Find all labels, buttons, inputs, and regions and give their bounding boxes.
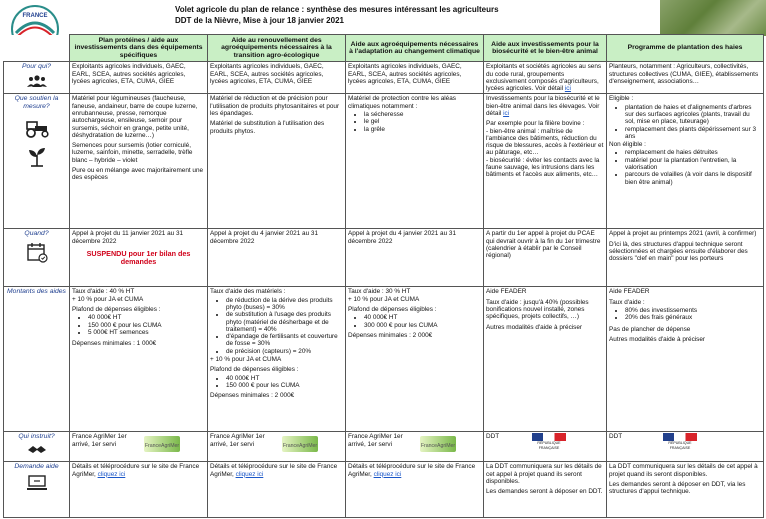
cell-instruit-5: DDT RÉPUBLIQUE FRANÇAISE bbox=[607, 432, 764, 462]
col-header-proteines: Plan protéines / aide aux investissements dans des équipements spécifiques bbox=[70, 35, 208, 62]
list-item: • 5 000€ HT semences bbox=[88, 329, 205, 336]
detail-link[interactable]: ici bbox=[564, 85, 571, 93]
list-item: • d'épandage de fertilisants et couverture de fosse = 30% bbox=[226, 333, 343, 348]
cell-pourqui-4: Exploitants et sociétés agricoles au sens du code rural, groupements exclusivement composés d'agriculteurs, lycées agricoles. Voir détail ici bbox=[484, 62, 607, 94]
cell-montants-1: Taux d'aide : 40 % HT + 10 % pour JA et CUMA Plafond de dépenses éligibles : • 40 000€ HT • 150 000 € pour les CUMA • 5 000€ HT semences Dépenses minimales : 1 000€ bbox=[70, 287, 208, 432]
col-header-haies: Programme de plantation des haies bbox=[607, 35, 764, 62]
cell-montants-4: Aide FEADER Taux d'aide : jusqu'à 40% (possibles bonifications nouvel installé, zones spécifiques, projets collectifs, …) Autres modalités d'aide à préciser bbox=[484, 287, 607, 432]
cell-quand-1: Appel à projet du 11 janvier 2021 au 31 décembre 2022 SUSPENDU pour 1er bilan des demandes bbox=[70, 229, 208, 287]
cell-soutien-5: Eligible : • plantation de haies et d'alignements d'arbres sur des surfaces agricoles (plants, travail du sol, mise en place, tuteurage) • remplacement des plants dépérissement sur 3 ans Non éligible : • remplacement de haies détruites • matériel pour la plantation l'entretien, la valorisation • parcours de volailles (à voir dans le dispositif bien être animal) bbox=[607, 94, 764, 229]
cell-pourqui-1: Exploitants agricoles individuels, GAEC, EARL, SCEA, autres sociétés agricoles, lycées agricoles, ETA, CUMA, GIEE bbox=[70, 62, 208, 94]
list-item: • la sécheresse bbox=[364, 111, 481, 118]
row-label-quand: Quand? bbox=[4, 229, 70, 287]
list-item: • 80% des investissements bbox=[625, 307, 761, 314]
cliquez-ici-link[interactable]: cliquez ici bbox=[97, 470, 126, 478]
list-item: • plantation de haies et d'alignements d'arbres sur des surfaces agricoles (plants, travail du sol, mise en place, tuteurage) bbox=[625, 104, 761, 126]
cell-demande-4: La DDT communiquera sur les détails de cet appel à projet quand ils seront disponibles. Les demandes seront à déposer en DDT. bbox=[484, 462, 607, 518]
page-header bbox=[175, 4, 735, 26]
cell-pourqui-5: Planteurs, notamment : Agriculteurs, collectivités, structures collectives (CUMA, GIEE), établissements d'enseignement, associations… bbox=[607, 62, 764, 94]
cell-demande-2: Détails et téléprocédure sur le site de France AgriMer, cliquez ici bbox=[208, 462, 346, 518]
cell-quand-3: Appel à projet du 4 janvier 2021 au 31 décembre 2022 bbox=[346, 229, 484, 287]
row-label-instruit: Qui instruit? bbox=[4, 432, 70, 462]
list-item: • 150 000 € pour les CUMA bbox=[88, 322, 205, 329]
list-item: • matériel pour la plantation l'entretien, la valorisation bbox=[625, 157, 761, 172]
page-subtitle: DDT de la Nièvre, Mise à jour 18 janvier 2021 bbox=[175, 16, 344, 25]
cell-soutien-2: Matériel de réduction et de précision pour l'utilisation de produits phytosanitaires et pour les épandages. Matériel de substitution à l'utilisation des produits phytos. bbox=[208, 94, 346, 229]
corner-cell bbox=[4, 35, 70, 62]
list-item: • de précision (capteurs) = 20% bbox=[226, 348, 343, 355]
list-item: • de réduction de la dérive des produits phyto (buses) = 30% bbox=[226, 297, 343, 312]
suspendu-notice: SUSPENDU pour 1er bilan des demandes bbox=[86, 249, 191, 266]
cell-instruit-1: France AgriMer 1er arrivé, 1er servi FranceAgriMer bbox=[70, 432, 208, 462]
list-item: • 40 000€ HT bbox=[364, 314, 481, 321]
list-item: • 300 000 € pour les CUMA bbox=[364, 322, 481, 329]
measures-table bbox=[3, 34, 764, 518]
cell-quand-4: A partir du 1er appel à projet du PCAE qui devrait ouvrir à la fin du 1er trimestre (calendrier à établir par le Conseil régional) bbox=[484, 229, 607, 287]
cell-quand-5: Appel à projet au printemps 2021 (avril, à confirmer) D'ici là, des structures d'appui technique seront sélectionnées et chargées ensuite d'élaborer des dossiers "clef en main" pour les porteurs bbox=[607, 229, 764, 287]
sprout-icon bbox=[26, 146, 48, 168]
list-item: • de substitution à l'usage des produits phyto (matériel de désherbage et de traitement) = 40% bbox=[226, 311, 343, 333]
franceagrimer-logo: FranceAgriMer bbox=[282, 436, 318, 452]
cell-montants-2: Taux d'aide des matériels : • de réduction de la dérive des produits phyto (buses) = 30% • de substitution à l'usage des produits phyto (matériel de désherbage et de traitement) = 40% • d'épandage de fertilisants et couverture de fosse = 30% • de précision (capteurs) = 20% + 10 % pour JA et CUMA Plafond de dépenses éligibles : • 40 000€ HT • 150 000 € pour les CUMA Dépenses minimales : 2 000€ bbox=[208, 287, 346, 432]
list-item: • 150 000 € pour les CUMA bbox=[226, 382, 343, 389]
cell-instruit-2: France AgriMer 1er arrivé, 1er servi FranceAgriMer bbox=[208, 432, 346, 462]
col-header-agroequip: Aide au renouvellement des agroéquipements nécessaires à la transition agro-écologique bbox=[208, 35, 346, 62]
cell-demande-5: La DDT communiquera sur les détails de cet appel à projet quand ils seront disponibles. Les demandes seront à déposer en DDT, via les structures d'appui technique. bbox=[607, 462, 764, 518]
cliquez-ici-link[interactable]: cliquez ici bbox=[235, 470, 264, 478]
row-label-pour-qui: Pour qui? bbox=[4, 62, 70, 94]
republique-logo: RÉPUBLIQUE FRANÇAISE bbox=[663, 433, 697, 457]
page-title: Volet agricole du plan de relance : synthèse des mesures intéressant les agriculteurs bbox=[175, 5, 499, 14]
people-icon bbox=[27, 74, 47, 88]
row-label-soutien: Que soutien la mesure? bbox=[4, 94, 70, 229]
row-label-montants: Montants des aides bbox=[4, 287, 70, 432]
detail-link[interactable]: ici bbox=[503, 110, 510, 117]
list-item: • le gel bbox=[364, 118, 481, 125]
cliquez-ici-link[interactable]: cliquez ici bbox=[373, 470, 402, 478]
cell-instruit-3: France AgriMer 1er arrivé, 1er servi FranceAgriMer bbox=[346, 432, 484, 462]
cell-montants-3: Taux d'aide : 30 % HT + 10 % pour JA et CUMA Plafond de dépenses éligibles : • 40 000€ HT • 300 000 € pour les CUMA Dépenses minimales : 2 000€ bbox=[346, 287, 484, 432]
cell-soutien-3: Matériel de protection contre les aléas climatiques notamment : • la sécheresse • le gel • la grêle bbox=[346, 94, 484, 229]
cell-soutien-1: Matériel pour légumineuses (faucheuse, faneuse, andaineur, barre de coupe luzerne, enrubanneuse, presse, remorque autochargeuse, ensileuse, semoir pour sursemis, séchoir en grange, petite unité, déshydratation de luzerne…) Semences pour sursemis (lotier corniculé, luzerne, sainfoin, minette, serradelle, trèfle blanc – hybride – violet Pure ou en mélange avec majoritairement une des espèces bbox=[70, 94, 208, 229]
tractor-icon bbox=[23, 118, 51, 138]
col-header-biosecurite: Aide aux investissements pour la biosécurité et le bien-être animal bbox=[484, 35, 607, 62]
calendar-icon bbox=[26, 241, 48, 263]
cell-pourqui-2: Exploitants agricoles individuels, GAEC, EARL, SCEA, autres sociétés agricoles, lycées agricoles, ETA, CUMA, GIEE bbox=[208, 62, 346, 94]
row-label-demande: Demande aide bbox=[4, 462, 70, 518]
list-item: • remplacement de haies détruites bbox=[625, 149, 761, 156]
cell-soutien-4: Investissements pour la biosécurité et le bien-être animal dans les élevages. Voir détail ici Par exemple pour la filière bovine : - bien-être animal : maîtrise de l'ambiance des bâtiments, réduction du risque de blessures, accès à l'extérieur et au pâturage, etc… - biosécurité : éviter les contacts avec la faune sauvage, les intrusions dans les bâtiments et l'accès aux aliments, etc… bbox=[484, 94, 607, 229]
list-item: • la grêle bbox=[364, 126, 481, 133]
list-item: • 40 000€ HT bbox=[226, 375, 343, 382]
computer-icon bbox=[26, 474, 48, 492]
list-item: • parcours de volailles (à voir dans le dispositif bien être animal) bbox=[625, 171, 761, 186]
cell-demande-1: Détails et téléprocédure sur le site de France AgriMer, cliquez ici bbox=[70, 462, 208, 518]
cell-instruit-4: DDT RÉPUBLIQUE FRANÇAISE bbox=[484, 432, 607, 462]
col-header-climat: Aide aux agroéquipements nécessaires à l'adaptation au changement climatique bbox=[346, 35, 484, 62]
franceagrimer-logo: FranceAgriMer bbox=[420, 436, 456, 452]
list-item: • remplacement des plants dépérissement sur 3 ans bbox=[625, 126, 761, 141]
cell-montants-5: Aide FEADER Taux d'aide : • 80% des investissements • 20% des frais généraux Pas de plancher de dépense Autres modalités d'aide à préciser bbox=[607, 287, 764, 432]
list-item: • 40 000€ HT bbox=[88, 314, 205, 321]
handshake-icon bbox=[27, 444, 47, 454]
svg-text:FRANCE: FRANCE bbox=[22, 13, 48, 19]
field-photo bbox=[660, 0, 766, 36]
list-item: • 20% des frais généraux bbox=[625, 314, 761, 321]
franceagrimer-logo: FranceAgriMer bbox=[144, 436, 180, 452]
cell-demande-3: Détails et téléprocédure sur le site de France AgriMer, cliquez ici bbox=[346, 462, 484, 518]
cell-quand-2: Appel à projet du 4 janvier 2021 au 31 décembre 2022 bbox=[208, 229, 346, 287]
cell-pourqui-3: Exploitants agricoles individuels, GAEC, EARL, SCEA, autres sociétés agricoles, lycées agricoles, ETA, CUMA, GIEE bbox=[346, 62, 484, 94]
republique-logo: RÉPUBLIQUE FRANÇAISE bbox=[532, 433, 566, 457]
